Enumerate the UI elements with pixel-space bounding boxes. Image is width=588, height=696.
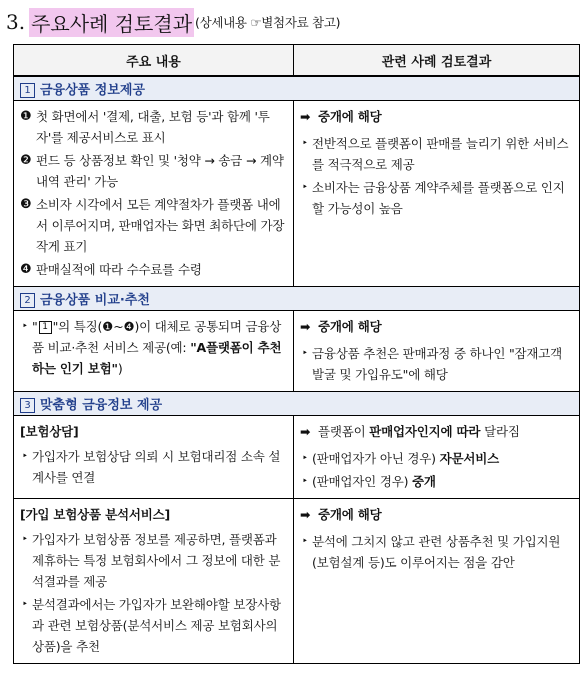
section-number-box: 3 xyxy=(20,398,35,413)
col-header-main-content: 주요 내용 xyxy=(14,45,294,77)
section-label-text: 금융상품 비교·추천 xyxy=(40,293,150,308)
section-title xyxy=(6,6,340,38)
conclusion-line xyxy=(300,106,573,127)
circled-number-icon: ❹ xyxy=(20,262,32,277)
circled-number-icon: ❷ xyxy=(20,153,32,168)
conclusion-text: 중개에 해당 xyxy=(318,507,382,522)
list-item xyxy=(20,150,287,192)
list-item xyxy=(300,343,573,385)
left-cell xyxy=(14,499,294,664)
section-row-2 xyxy=(14,287,580,311)
right-cell xyxy=(294,499,580,664)
conclusion-line xyxy=(300,504,573,525)
conclusion-text: 플랫폼이 판매업자인지에 따라 달라짐 xyxy=(318,424,520,439)
review-table xyxy=(13,44,580,664)
list-item xyxy=(20,529,287,592)
left-cell xyxy=(14,416,294,499)
item-text: 첫 화면에서 '결제, 대출, 보험 등'과 함께 '투자'를 제공서비스로 표시 xyxy=(36,109,270,145)
item-text: 판매실적에 따라 수수료를 수령 xyxy=(36,262,202,277)
bullet-icon: ‣ xyxy=(302,476,308,487)
left-cell xyxy=(14,311,294,392)
bullet-icon: ‣ xyxy=(302,348,308,359)
list-item xyxy=(300,471,573,492)
list-item xyxy=(20,316,287,379)
col-header-review-result: 관련 사례 검토결과 xyxy=(294,45,580,77)
bullet-icon: ‣ xyxy=(302,138,308,149)
section-label-text: 맞춤형 금융정보 제공 xyxy=(40,398,163,413)
item-text: 가입자가 보험상품 정보를 제공하면, 플랫폼과 제휴하는 특정 보험회사에서 그 정보에 대한 분석결과를 제공 xyxy=(32,532,281,589)
left-cell xyxy=(14,101,294,287)
item-text: 전반적으로 플랫폼이 판매를 늘리기 위한 서비스를 적극적으로 제공 xyxy=(312,136,569,172)
bullet-icon: ‣ xyxy=(302,536,308,547)
list-item xyxy=(20,446,287,488)
section-row-1 xyxy=(14,76,580,101)
bullet-icon: ‣ xyxy=(302,453,308,464)
item-text: 분석결과에서는 가입자가 보완해야할 보장사항과 관련 보험상품(분석서비스 제공 보험회사의 상품)을 추천 xyxy=(32,597,281,654)
bullet-icon: ‣ xyxy=(22,599,28,610)
section-label-2 xyxy=(14,287,580,311)
section-row-3 xyxy=(14,392,580,416)
item-text: 가입자가 보험상담 의뢰 시 보험대리점 소속 설계사를 연결 xyxy=(32,449,281,485)
item-text: 금융상품 추천은 판매과정 중 하나인 "잠재고객 발굴 및 가입유도"에 해당 xyxy=(312,346,563,382)
list-item xyxy=(20,594,287,657)
list-item xyxy=(300,448,573,469)
item-text: " 1 "의 특징(❶~❹)이 대체로 공통되며 금융상품 비교·추천 서비스 제공(예: "A플랫폼이 추천하는 인기 보험") xyxy=(32,319,282,376)
arrow-icon: ➡ xyxy=(300,109,311,124)
list-item xyxy=(20,259,287,280)
table-header-row xyxy=(14,45,580,77)
table-row xyxy=(14,499,580,664)
subsection-title: [보험상담] xyxy=(20,424,79,439)
conclusion-line xyxy=(300,421,573,442)
subsection-title: [가입 보험상품 분석서비스] xyxy=(20,507,170,522)
table-row xyxy=(14,416,580,499)
bullet-icon: ‣ xyxy=(22,321,28,332)
item-text: (판매업자인 경우) 중개 xyxy=(312,474,436,489)
list-item xyxy=(300,177,573,219)
section-label-text: 금융상품 정보제공 xyxy=(40,83,145,98)
section-number-box: 1 xyxy=(20,83,35,98)
conclusion-text: 중개에 해당 xyxy=(318,109,382,124)
arrow-icon: ➡ xyxy=(300,319,311,334)
list-item xyxy=(300,531,573,573)
item-text: 펀드 등 상품정보 확인 및 '청약 → 송금 → 계약내역 관리' 가능 xyxy=(36,153,284,189)
reference-number-box: 1 xyxy=(39,321,52,334)
table-row xyxy=(14,101,580,287)
item-text: (판매업자가 아닌 경우) 자문서비스 xyxy=(312,451,499,466)
right-cell xyxy=(294,416,580,499)
item-text: 소비자 시각에서 모든 계약절차가 플랫폼 내에서 이루어지며, 판매업자는 화면 최하단에 가장 작게 표기 xyxy=(36,197,285,254)
list-item xyxy=(300,133,573,175)
table-row xyxy=(14,311,580,392)
arrow-icon: ➡ xyxy=(300,507,311,522)
section-number: 3. xyxy=(6,10,26,34)
right-cell xyxy=(294,101,580,287)
item-text: 소비자는 금융상품 계약주체를 플랫폼으로 인지할 가능성이 높음 xyxy=(312,180,565,216)
arrow-icon: ➡ xyxy=(300,424,311,439)
section-heading-highlighted: 주요사례 검토결과 xyxy=(29,8,194,37)
conclusion-line xyxy=(300,316,573,337)
bullet-icon: ‣ xyxy=(22,534,28,545)
bullet-icon: ‣ xyxy=(302,182,308,193)
section-subtitle: (상세내용 ☞별첨자료 참고) xyxy=(195,15,341,30)
bullet-icon: ‣ xyxy=(22,451,28,462)
list-item xyxy=(20,194,287,257)
circled-number-icon: ❶ xyxy=(20,109,32,124)
right-cell xyxy=(294,311,580,392)
section-label-1 xyxy=(14,76,580,101)
item-text: 분석에 그치지 않고 관련 상품추천 및 가입지원(보험설계 등)도 이루어지는 점을 감안 xyxy=(312,534,561,570)
list-item xyxy=(20,106,287,148)
section-number-box: 2 xyxy=(20,293,35,308)
section-label-3 xyxy=(14,392,580,416)
circled-number-icon: ❸ xyxy=(20,197,32,212)
conclusion-text: 중개에 해당 xyxy=(318,319,382,334)
